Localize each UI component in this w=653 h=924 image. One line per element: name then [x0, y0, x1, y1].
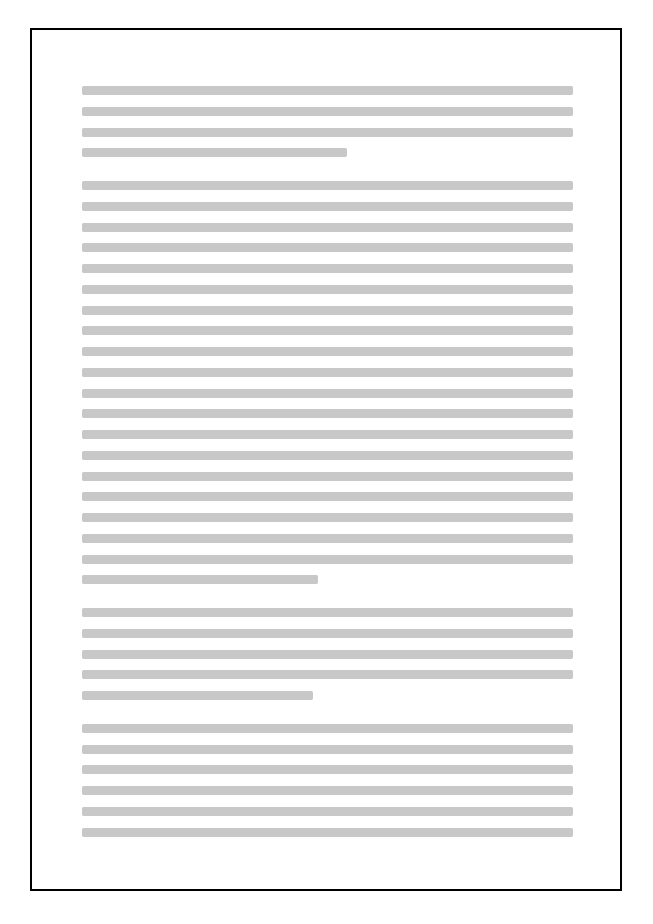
text-line [82, 341, 573, 362]
text-line [82, 822, 573, 843]
redacted-text [82, 828, 573, 837]
text-line [82, 175, 573, 196]
text-line [82, 569, 573, 590]
redacted-text [82, 534, 573, 543]
redacted-text [82, 202, 573, 211]
redacted-text [82, 786, 573, 795]
redacted-text [82, 472, 573, 481]
redacted-text [82, 608, 573, 617]
document-body [82, 80, 573, 854]
text-line [82, 142, 573, 163]
redacted-text [82, 724, 573, 733]
redacted-text [82, 181, 573, 190]
redacted-text [82, 670, 573, 679]
text-line [82, 424, 573, 445]
text-line [82, 362, 573, 383]
redacted-text [82, 223, 573, 232]
redacted-text [82, 745, 573, 754]
redacted-text [82, 451, 573, 460]
redacted-text [82, 691, 313, 700]
redacted-text [82, 409, 573, 418]
text-line [82, 279, 573, 300]
redacted-text [82, 107, 573, 116]
redacted-text [82, 86, 573, 95]
text-line [82, 528, 573, 549]
text-line [82, 383, 573, 404]
text-line [82, 759, 573, 780]
paragraph-4 [82, 718, 573, 843]
paragraph-2 [82, 175, 573, 590]
redacted-text [82, 347, 573, 356]
redacted-text [82, 148, 347, 157]
text-line [82, 466, 573, 487]
redacted-text [82, 650, 573, 659]
text-line [82, 80, 573, 101]
text-line [82, 602, 573, 623]
text-line [82, 780, 573, 801]
text-line [82, 549, 573, 570]
text-line [82, 300, 573, 321]
text-line [82, 445, 573, 466]
redacted-text [82, 128, 573, 137]
text-line [82, 403, 573, 424]
redacted-text [82, 264, 573, 273]
text-line [82, 685, 573, 706]
paragraph-3 [82, 602, 573, 706]
text-line [82, 237, 573, 258]
redacted-text [82, 807, 573, 816]
redacted-text [82, 306, 573, 315]
text-line [82, 320, 573, 341]
text-line [82, 623, 573, 644]
paragraph-1 [82, 80, 573, 163]
text-line [82, 644, 573, 665]
redacted-text [82, 629, 573, 638]
redacted-text [82, 368, 573, 377]
text-line [82, 801, 573, 822]
redacted-text [82, 492, 573, 501]
redacted-text [82, 555, 573, 564]
text-line [82, 739, 573, 760]
redacted-text [82, 389, 573, 398]
redacted-text [82, 285, 573, 294]
text-line [82, 258, 573, 279]
text-line [82, 122, 573, 143]
redacted-text [82, 326, 573, 335]
redacted-text [82, 575, 318, 584]
redacted-text [82, 243, 573, 252]
text-line [82, 217, 573, 238]
redacted-text [82, 513, 573, 522]
text-line [82, 664, 573, 685]
text-line [82, 101, 573, 122]
text-line [82, 507, 573, 528]
redacted-text [82, 765, 573, 774]
text-line [82, 196, 573, 217]
text-line [82, 486, 573, 507]
redacted-text [82, 430, 573, 439]
text-line [82, 718, 573, 739]
